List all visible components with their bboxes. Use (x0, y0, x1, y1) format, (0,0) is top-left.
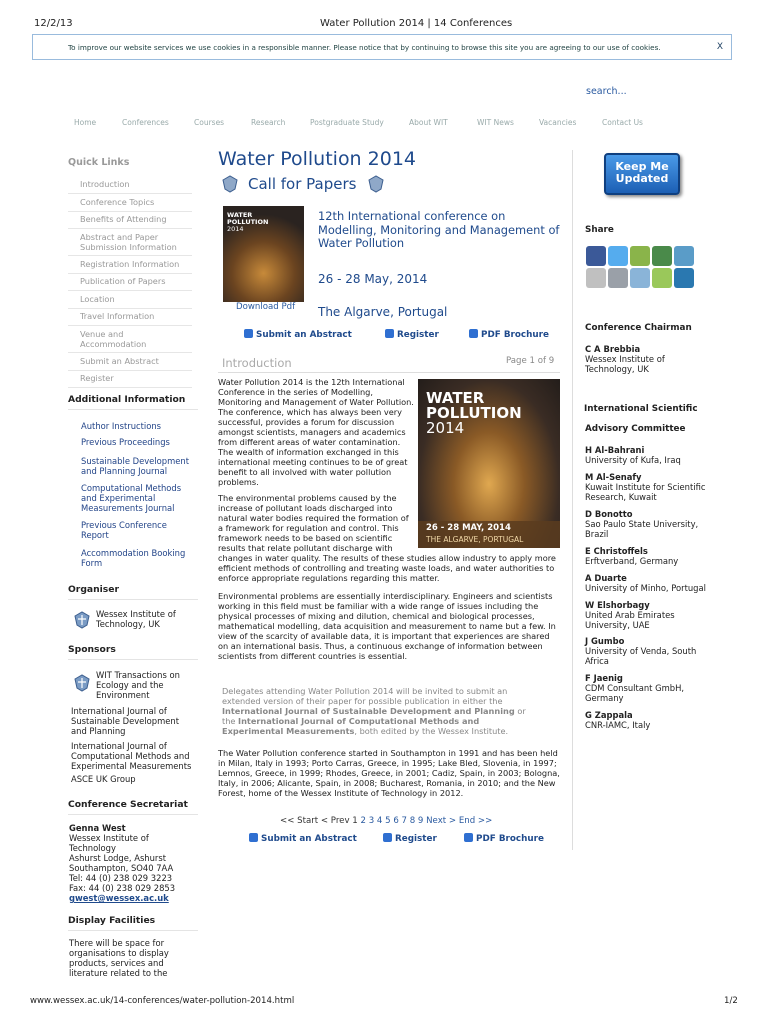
committee-member-aff: United Arab Emirates University, UAE (585, 610, 675, 630)
committee-member-name: W Elshorbagy (585, 600, 650, 610)
pagination (280, 816, 492, 826)
committee-member-aff: Erftverband, Germany (585, 556, 679, 566)
secretariat-name: Genna West (69, 823, 126, 833)
google-icon[interactable] (586, 268, 606, 288)
page-title: Water Pollution 2014 (218, 148, 416, 170)
ai-previous-proceedings[interactable]: Previous Proceedings (81, 437, 170, 447)
committee-member-aff: University of Venda, South Africa (585, 646, 697, 666)
intro-paragraph-2a: The environmental problems caused by the increase of pollutant loads discharged into natural water bodies required the formation of a framework for regulation and control. This framework needs to be based on scientific results that relate pollutant discharge with (218, 493, 409, 553)
submit-icon (244, 329, 253, 338)
journal-ijsdp: International Journal of Sustainable Development and Planning (222, 706, 515, 716)
conference-dates: 26 - 28 May, 2014 (318, 272, 428, 286)
committee-title-2: Advisory Committee (585, 424, 686, 434)
secretariat-line: Southampton, SO40 7AA (69, 863, 174, 873)
pager-next[interactable]: Next > (426, 816, 457, 826)
pdf-brochure-button-bottom[interactable]: PDF Brochure (464, 833, 544, 844)
twitter-icon[interactable] (608, 246, 628, 266)
linkedin-icon[interactable] (674, 268, 694, 288)
nav-news[interactable]: WIT News (477, 118, 514, 127)
conference-name: 12th International conference on Modelling, Monitoring and Management of Water Pollution (318, 209, 560, 250)
pdf-icon (464, 833, 473, 842)
nav-conferences[interactable]: Conferences (122, 118, 169, 127)
ai-cmem-journal[interactable]: Computational Methods and Experimental Measurements Journal (81, 483, 182, 513)
myspace-icon[interactable] (630, 246, 650, 266)
download-pdf-link[interactable]: Download Pdf (236, 302, 296, 312)
pager-page-4[interactable]: 4 (376, 816, 383, 826)
nav-home[interactable]: Home (74, 118, 97, 127)
committee-member-aff: Kuwait Institute for Scientific Research, Kuwait (585, 482, 706, 502)
pager-page-9[interactable]: 9 (417, 816, 424, 826)
footer-page-number: 1/2 (724, 996, 738, 1006)
ql-location[interactable]: Location (68, 294, 192, 309)
intro-paragraph-1: Water Pollution 2014 is the 12th International Conference in the series of Modelling, Monitoring and Management of Water Pollution. The conference, which has always been very successful, provides a forum for discussion amongst scientists, managers and academics from different areas of water contamination. The wealth of information exchanged in this international meeting continues to be of great benefit to all involved with water pollution problems. (218, 377, 414, 487)
committee-member-name: G Zappala (585, 710, 633, 720)
committee-member-aff: Sao Paulo State University, Brazil (585, 519, 699, 539)
poster-dates: 26 - 28 MAY, 2014 (426, 523, 511, 533)
intro-paragraph-3: Environmental problems are essentially interdisciplinary. Engineers and scientists working in this field must be familiar with a wide range of issues including the physical processes of mixing and dilution, chemical and biological processes, mathematical modelling, data acquisition and measurement to name but a few. In view of the scarcity of available data, it is important that experiences are shared on an international basis. Thus, a continuous exchange of information between scientists from different countries is essential. (218, 591, 556, 661)
conference-location: The Algarve, Portugal (318, 305, 448, 319)
pager-page-7[interactable]: 7 (401, 816, 407, 826)
cover-thumb-title: WATER POLLUTION 2014 (227, 211, 269, 233)
submit-icon (249, 833, 258, 842)
facebook-icon[interactable] (586, 246, 606, 266)
pager-prev[interactable]: < Prev (320, 816, 350, 826)
pager-page-8[interactable]: 8 (409, 816, 416, 826)
display-facilities-title: Display Facilities (68, 915, 198, 931)
share-title: Share (585, 225, 614, 235)
nav-postgraduate[interactable]: Postgraduate Study (310, 118, 384, 127)
submit-abstract-button[interactable]: Submit an Abstract (244, 329, 352, 340)
pager-page-6[interactable]: 6 (393, 816, 399, 826)
committee-member-aff: CNR-IAMC, Italy (585, 720, 651, 730)
pager-start[interactable]: << Start (280, 816, 319, 826)
secretariat-fax: Fax: 44 (0) 238 029 2853 (69, 883, 176, 893)
intro-heading: Introduction (222, 356, 292, 370)
sponsor-asce: ASCE UK Group (71, 774, 136, 784)
print-title: Water Pollution 2014 | 14 Conferences (320, 18, 513, 29)
footer-url: www.wessex.ac.uk/14-conferences/water-pollution-2014.html (30, 996, 295, 1006)
reddit-icon[interactable] (608, 268, 628, 288)
crest-left-icon (220, 174, 240, 194)
sponsor-ijcmem: International Journal of Computational Methods and Experimental Measurements (71, 741, 192, 771)
register-icon (383, 833, 392, 842)
secretariat-title: Conference Secretariat (68, 799, 198, 815)
organiser-name: Wessex Institute of Technology, UK (96, 609, 176, 629)
register-button[interactable]: Register (385, 329, 439, 340)
nav-about[interactable]: About WIT (409, 118, 448, 127)
pager-page-2[interactable]: 2 (360, 816, 366, 826)
organiser-title: Organiser (68, 584, 198, 600)
pdf-icon (469, 329, 478, 338)
pager-page-5[interactable]: 5 (385, 816, 391, 826)
page-indicator: Page 1 of 9 (506, 356, 555, 366)
ql-benefits[interactable]: Benefits of Attending (68, 214, 192, 229)
column-divider (572, 150, 573, 850)
display-facilities-text: There will be space for organisations to display products, services and literature related to the (69, 938, 169, 978)
ql-registration[interactable]: Registration Information (68, 259, 192, 274)
committee-member-name: J Gumbo (585, 636, 625, 646)
committee-member-name: F Jaenig (585, 673, 623, 683)
pager-end[interactable]: End >> (458, 816, 493, 826)
committee-member-name: H Al-Bahrani (585, 445, 645, 455)
chairman-affiliation: Wessex Institute of Technology, UK (585, 354, 665, 374)
pager-page-3[interactable]: 3 (368, 816, 375, 826)
call-for-papers-heading: Call for Papers (248, 175, 357, 193)
main-nav (70, 118, 680, 132)
ai-conference-report[interactable]: Previous Conference Report (81, 520, 167, 540)
committee-title-1: International Scientific (584, 404, 698, 414)
nav-contact[interactable]: Contact Us (602, 118, 643, 127)
sponsor-wit-transactions: WIT Transactions on Ecology and the Environment (96, 670, 180, 700)
ql-submit-abstract[interactable]: Submit an Abstract (68, 356, 192, 371)
secretariat-email-link[interactable]: gwest@wessex.ac.uk (69, 893, 169, 903)
register-button-bottom[interactable]: Register (383, 833, 437, 844)
print-date: 12/2/13 (34, 18, 73, 29)
intro-paragraph-4: The Water Pollution conference started in Southampton in 1991 and has been held in Milan, Italy in 1993; Porto Carras, Greece, in 1995; Lake Bled, Slovenia, in 1997; Lemnos, Greece, in 1999; Rhodes, Greece, in 2001; Cadiz, Spain, in 2003; Bologna, Italy, in 2006; Alicante, Spain, in 2008; Bucharest, Romania, in 2010; and the New Forest, home of the Wessex Institute of Technology in 2012. (218, 748, 560, 798)
pager-page-1: 1 (352, 816, 358, 826)
nav-research[interactable]: Research (251, 118, 286, 127)
register-icon (385, 329, 394, 338)
ql-travel[interactable]: Travel Information (68, 311, 192, 326)
ai-author-instructions[interactable]: Author Instructions (81, 421, 162, 431)
secretariat-line: Technology (69, 843, 116, 853)
ql-topics[interactable]: Conference Topics (68, 197, 192, 212)
ql-abstract-info[interactable]: Abstract and Paper Submission Information (68, 232, 192, 256)
ql-publication[interactable]: Publication of Papers (68, 276, 192, 291)
digg-icon[interactable] (630, 268, 650, 288)
committee-member-aff: University of Kufa, Iraq (585, 455, 681, 465)
wessex-crest-icon (72, 610, 92, 630)
ql-venue[interactable]: Venue and Accommodation (68, 329, 192, 353)
chairman-title: Conference Chairman (585, 323, 692, 333)
cookie-close-button[interactable]: X (716, 42, 723, 52)
secretariat-line: Ashurst Lodge, Ashurst (69, 853, 167, 863)
nav-vacancies[interactable]: Vacancies (539, 118, 577, 127)
secretariat-line: Wessex Institute of (69, 833, 149, 843)
secretariat-tel: Tel: 44 (0) 238 029 3223 (69, 873, 173, 883)
pdf-brochure-button[interactable]: PDF Brochure (469, 329, 549, 340)
sponsors-title: Sponsors (68, 644, 198, 660)
chairman-name: C A Brebbia (585, 344, 641, 354)
ai-sdp-journal[interactable]: Sustainable Development and Planning Journal (81, 456, 190, 476)
keep-me-updated-button[interactable]: Keep Me Updated (604, 153, 680, 195)
sponsor-ijsdp: International Journal of Sustainable Development and Planning (71, 706, 180, 736)
committee-member-name: A Duarte (585, 573, 627, 583)
committee-member-name: M Al-Senafy (585, 472, 642, 482)
delicious-icon[interactable] (652, 246, 672, 266)
additional-info-title: Additional Information (68, 394, 198, 410)
submit-abstract-button-bottom[interactable]: Submit an Abstract (249, 833, 357, 844)
committee-member-name: D Bonotto (585, 509, 633, 519)
poster-title: WATER POLLUTION 2014 (426, 389, 522, 437)
publication-callout: Delegates attending Water Pollution 2014 will be invited to submit an extended version of their paper for possible publication in either the International Journal of Sustainable Development and Planning or the International Journal of Computational Methods and Experimental Measurements, both edited by the Wessex Institute. (222, 686, 526, 736)
nav-courses[interactable]: Courses (194, 118, 225, 127)
committee-member-name: E Christoffels (585, 546, 648, 556)
ql-introduction[interactable]: Introduction (68, 179, 192, 194)
stumbleupon-icon[interactable] (674, 246, 694, 266)
evernote-icon[interactable] (652, 268, 672, 288)
poster-place: THE ALGARVE, PORTUGAL (426, 535, 524, 544)
cover-thumbnail[interactable] (223, 206, 304, 302)
share-icons (586, 246, 698, 290)
search-link[interactable]: search... (586, 86, 627, 97)
wit-transactions-crest-icon (72, 673, 92, 693)
cookie-text: To improve our website services we use cookies in a responsible manner. Please notice that by continuing to browse this site you are agreeing to our use of cookies. (68, 43, 661, 52)
committee-member-aff: University of Minho, Portugal (585, 583, 706, 593)
quick-links-title: Quick Links (68, 157, 130, 168)
cookie-bar (32, 34, 732, 60)
committee-member-aff: CDM Consultant GmbH, Germany (585, 683, 685, 703)
journal-ijcmem: International Journal of Computational Methods and Experimental Measurements (222, 716, 480, 736)
intro-paragraph-2b: changes in water quality. The results of these studies allow industry to apply more efficient methods of controlling and treating waste loads, and water authorities to enforce appropriate regulations regarding this matter. (218, 553, 556, 583)
intro-divider (218, 372, 560, 373)
crest-right-icon (366, 174, 386, 194)
conference-poster (418, 379, 560, 548)
ql-register[interactable]: Register (68, 373, 192, 388)
ai-accommodation-form[interactable]: Accommodation Booking Form (81, 548, 186, 568)
